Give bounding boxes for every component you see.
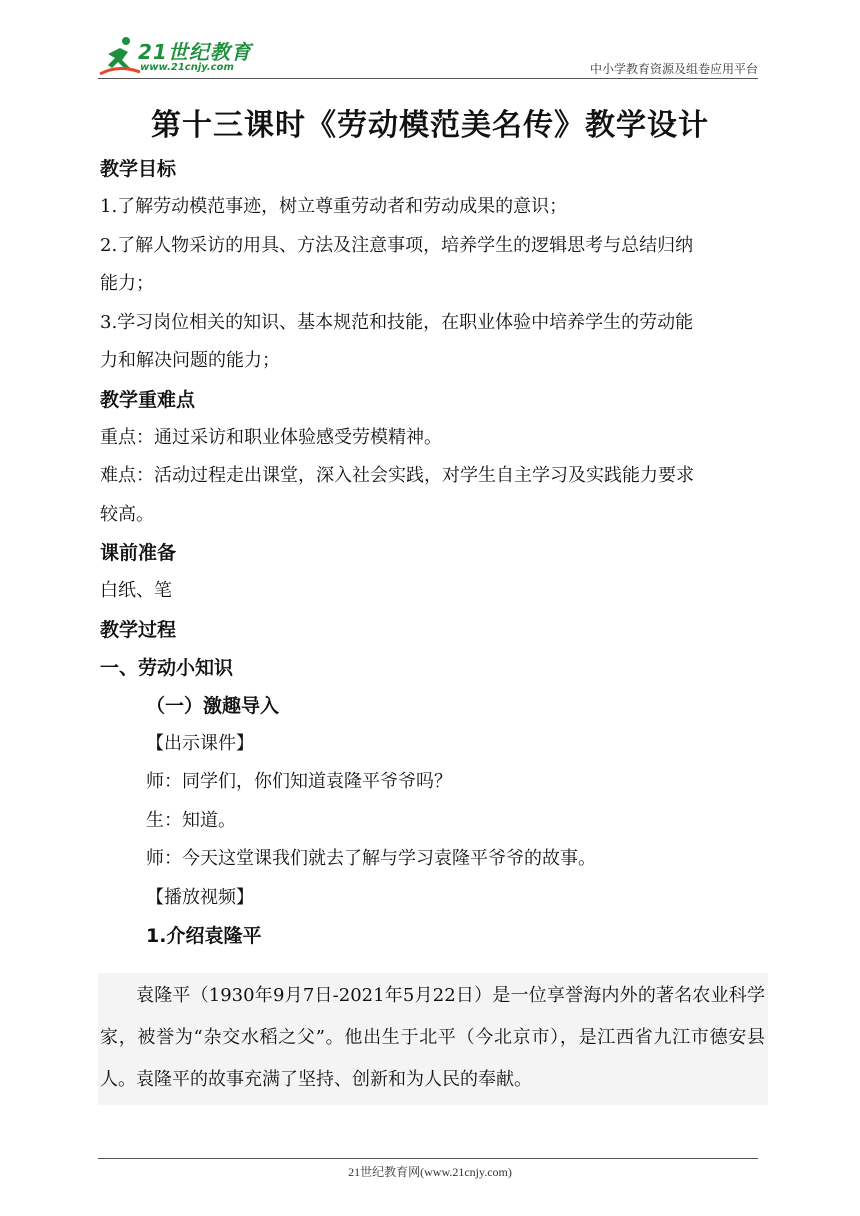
logo-text: 21世纪教育 [138,40,252,64]
prep-materials: 白纸、笔 [100,580,172,601]
header-tagline: 中小学教育资源及组卷应用平台 [589,62,758,76]
teacher-line-2: 师：今天这堂课我们就去了解与学习袁隆平爷爷的故事。 [146,848,596,869]
difficulty-line1: 难点：活动过程走出课堂，深入社会实践，对学生自主学习及实践能力要求 [100,465,694,486]
sub-1-heading: （一）激趣导入 [146,694,280,717]
difficulty-line2: 较高。 [100,503,154,525]
runner-logo-icon [98,34,142,78]
key-point: 重点：通过采访和职业体验感受劳模精神。 [100,426,442,448]
show-courseware: 【出示课件】 [146,732,254,754]
header-divider [98,78,758,79]
goal-1: 1.了解劳动模范事迹，树立尊重劳动者和劳动成果的意识； [100,196,568,217]
part-1-heading: 一、劳动小知识 [100,656,234,679]
goal-2-line1: 2.了解人物采访的用具、方法及注意事项，培养学生的逻辑思考与总结归纳 [100,234,694,256]
goal-2-line2: 能力； [100,273,154,294]
intro-paragraph: 袁隆平（1930年9月7日-2021年5月22日）是一位享誉海内外的著名农业科学家，被誉为“杂交水稻之父”。他出生于北平（今北京市），是江西省九江市德安县人。袁隆平的故事充满了坚持、创新和为人民的奉献。 [98,973,768,1105]
intro-heading: 1.介绍袁隆平 [146,925,262,947]
logo [98,34,268,78]
logo-url: www.21cnjy.com [140,62,234,73]
goal-3-line2: 力和解决问题的能力； [100,350,280,371]
section-heading-goals: 教学目标 [100,158,177,180]
section-heading-prep: 课前准备 [100,542,177,564]
document-title: 第十三课时《劳动模范美名传》教学设计 [151,108,709,143]
page-header [98,34,758,78]
section-heading-key-points: 教学重难点 [100,388,196,411]
student-line-1: 生：知道。 [146,809,236,831]
document-body [100,150,765,1123]
play-video: 【播放视频】 [146,886,254,908]
goal-3-line1: 3.学习岗位相关的知识、基本规范和技能，在职业体验中培养学生的劳动能 [100,311,694,333]
footer-divider [98,1158,758,1159]
footer-text: 21世纪教育网(www.21cnjy.com) [348,1165,512,1179]
teacher-line-1: 师：同学们，你们知道袁隆平爷爷吗？ [146,771,452,792]
section-heading-process: 教学过程 [100,618,177,641]
